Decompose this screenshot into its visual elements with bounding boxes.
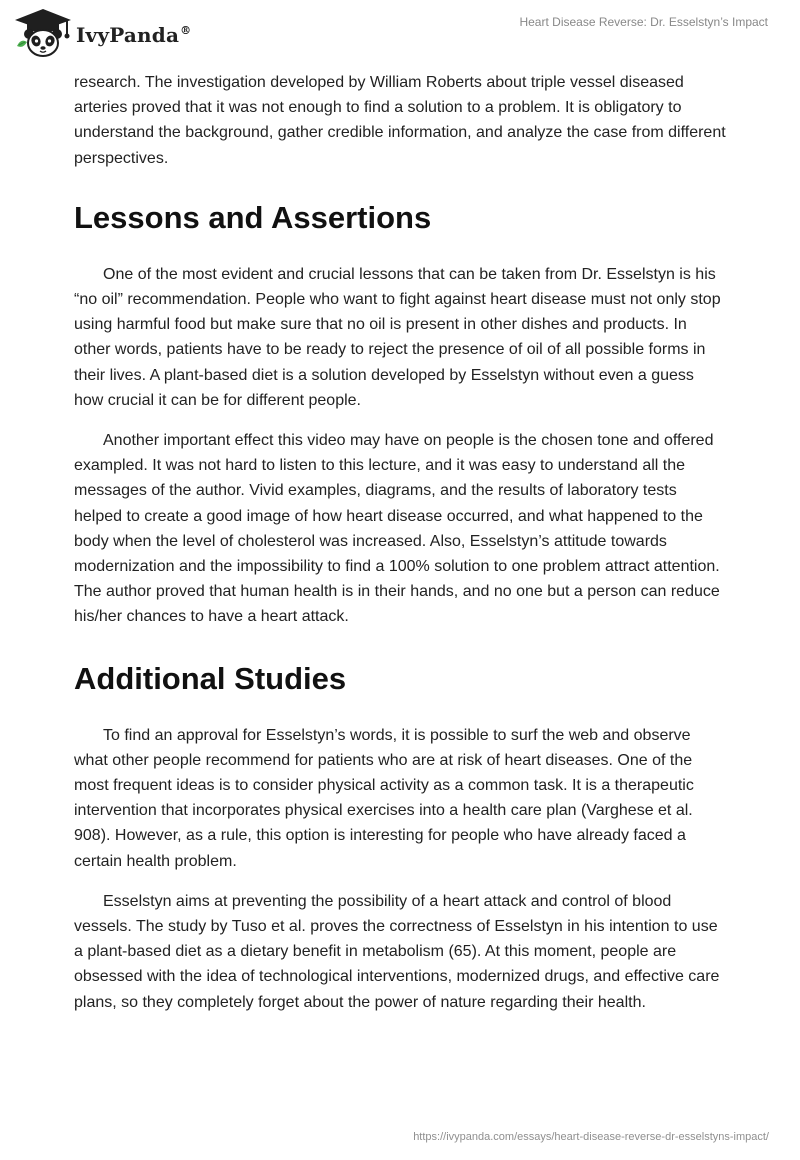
additional-paragraph-1: To find an approval for Esselstyn’s words, it is possible to surf the web and observe what other people recommend for patients who are at risk of heart diseases. One of the most frequent ideas is to consider physical activity as a common task. It is a therapeutic intervention that incorporates physical exercises into a health care plan (Varghese et al. 908). However, as a rule, this option is interesting for people who have already faced a certain health problem.: [74, 726, 694, 870]
section-heading-additional-studies: Additional Studies: [74, 660, 347, 696]
intro-paragraph: research. The investigation developed by William Roberts about triple vessel diseased arteries proved that it was not enough to find a solution to a problem. It is obligatory to understand the background, gather credible information, and analyze the case from different perspectives.: [74, 74, 726, 167]
page-header: [0, 0, 800, 70]
footer-url-link[interactable]: https://ivypanda.com/essays/heart-disease-reverse-dr-esselstyns-impact/: [413, 1131, 769, 1143]
brand-logo[interactable]: [14, 8, 191, 58]
additional-paragraph-2: Esselstyn aims at preventing the possibility of a heart attack and control of blood vessels. The study by Tuso et al. proves the correctness of Esselstyn in his intention to use a plant-based diet as a dietary benefit in metabolism (65). At this moment, people are obsessed with the idea of technological interventions, modernized drugs, and effective care plans, so they completely forget about the power of nature regarding their health.: [74, 892, 720, 1011]
graduation-cap-panda-icon: [14, 8, 72, 58]
brand-name: [76, 23, 191, 47]
registered-mark: ®: [180, 24, 192, 37]
section-heading-lessons: Lessons and Assertions: [74, 199, 432, 235]
lessons-paragraph-2: Another important effect this video may have on people is the chosen tone and offered exampled. It was not hard to listen to this lecture, and it was easy to understand all the messages of the author. Vivid examples, diagrams, and the results of laboratory tests helped to create a good image of how heart disease occurred, and what happened to the body when the level of cholesterol was increased. Also, Esselstyn’s attitude towards modernization and the impossibility to find a 100% solution to one problem attract attention. The author proved that human health is in their hands, and no one but a person can reduce his/her chances to have a heart attack.: [74, 432, 720, 626]
document-title: Heart Disease Reverse: Dr. Esselstyn’s Impact: [519, 15, 768, 29]
brand-name-text: IvyPanda: [76, 23, 180, 47]
essay-content: [74, 70, 726, 1030]
lessons-paragraph-1: One of the most evident and crucial lessons that can be taken from Dr. Esselstyn is his “no oil” recommendation. People who want to fight against heart disease must not only stop using harmful food but make sure that no oil is present in other dishes and products. In other words, patients have to be ready to reject the presence of oil of all possible forms in their lives. A plant-based diet is a solution developed by Esselstyn without even a guess how crucial it can be for different people.: [74, 265, 721, 409]
